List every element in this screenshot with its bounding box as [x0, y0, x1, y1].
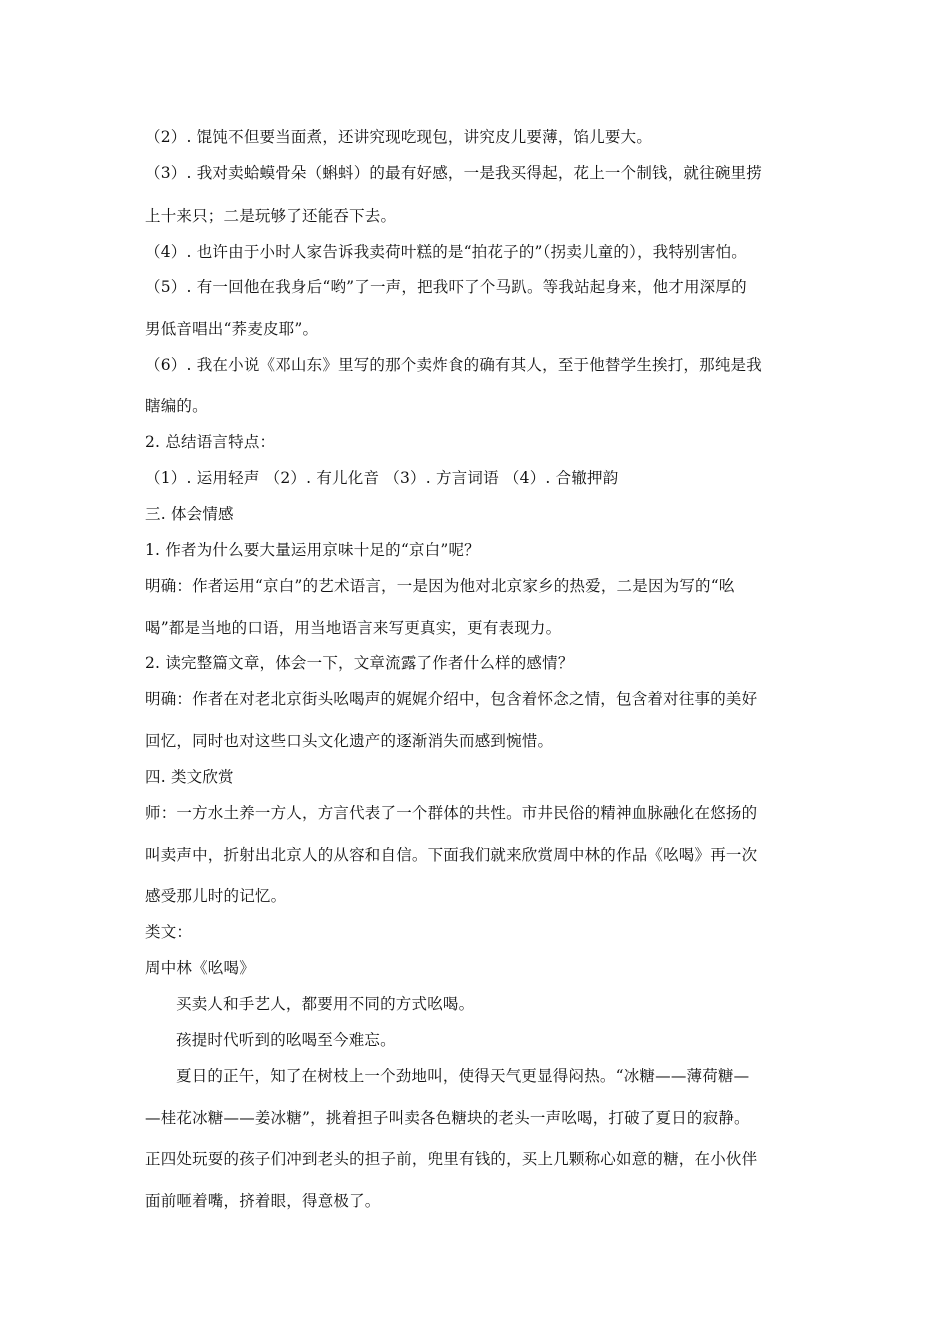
- paragraph-line: 感受那儿时的记忆。: [145, 887, 287, 905]
- paragraph-line: 夏日的正午，知了在树枝上一个劲地叫，使得天气更显得闷热。“冰糖——薄荷糖—: [176, 1067, 750, 1085]
- paragraph-line: 类文：: [145, 923, 193, 941]
- paragraph-line: （3）. 我对卖蛤蟆骨朵（蝌蚪）的最有好感，一是我买得起，花上一个制钱，就往碗里捞: [145, 164, 762, 182]
- article-title: 周中林《吆喝》: [145, 959, 255, 977]
- paragraph-line: —桂花冰糖——姜冰糖”，挑着担子叫卖各色糖块的老头一声吆喝，打破了夏日的寂静。: [145, 1109, 750, 1127]
- paragraph-line: （5）. 有一回他在我身后“哟”了一声，把我吓了个马趴。等我站起身来，他才用深厚的: [145, 278, 747, 296]
- paragraph-line: 瞎编的。: [145, 397, 208, 415]
- paragraph-line: （1）. 运用轻声 （2）. 有儿化音 （3）. 方言词语 （4）. 合辙押韵: [145, 469, 619, 487]
- question-line: 2. 读完整篇文章，体会一下，文章流露了作者什么样的感情？: [145, 654, 574, 672]
- paragraph-line: 回忆，同时也对这些口头文化遗产的逐渐消失而感到惋惜。: [145, 732, 554, 750]
- paragraph-line: 孩提时代听到的吆喝至今难忘。: [176, 1031, 396, 1049]
- paragraph-line: 正四处玩耍的孩子们冲到老头的担子前，兜里有钱的，买上几颗称心如意的糖，在小伙伴: [145, 1150, 758, 1168]
- paragraph-line: 明确：作者运用“京白”的艺术语言，一是因为他对北京家乡的热爱，二是因为写的“吆: [145, 577, 735, 595]
- paragraph-line: 男低音唱出“荞麦皮耶”。: [145, 320, 319, 338]
- paragraph-line: 买卖人和手艺人，都要用不同的方式吆喝。: [176, 995, 475, 1013]
- section-heading: 三. 体会情感: [145, 505, 234, 523]
- paragraph-line: 明确：作者在对老北京街头吆喝声的娓娓介绍中，包含着怀念之情，包含着对往事的美好: [145, 690, 758, 708]
- paragraph-line: （2）. 馄饨不但要当面煮，还讲究现吃现包，讲究皮儿要薄，馅儿要大。: [145, 128, 653, 146]
- paragraph-line: （4）. 也许由于小时人家告诉我卖荷叶糕的是“拍花子的”（拐卖儿童的），我特别害怕。: [145, 243, 747, 261]
- section-heading: 四. 类文欣赏: [145, 768, 234, 786]
- paragraph-line: 面前咂着嘴，挤着眼，得意极了。: [145, 1192, 381, 1210]
- paragraph-line: （6）. 我在小说《邓山东》里写的那个卖炸食的确有其人，至于他替学生挨打，那纯是我: [145, 356, 762, 374]
- paragraph-line: 师：一方水土养一方人，方言代表了一个群体的共性。市井民俗的精神血脉融化在悠扬的: [145, 804, 758, 822]
- paragraph-line: 叫卖声中，折射出北京人的从容和自信。下面我们就来欣赏周中林的作品《吆喝》再一次: [145, 846, 758, 864]
- question-line: 1. 作者为什么要大量运用京味十足的“京白”呢？: [145, 541, 480, 559]
- section-heading: 2. 总结语言特点：: [145, 433, 276, 451]
- paragraph-line: 喝”都是当地的口语，用当地语言来写更真实，更有表现力。: [145, 619, 562, 637]
- paragraph-line: 上十来只；二是玩够了还能吞下去。: [145, 207, 397, 225]
